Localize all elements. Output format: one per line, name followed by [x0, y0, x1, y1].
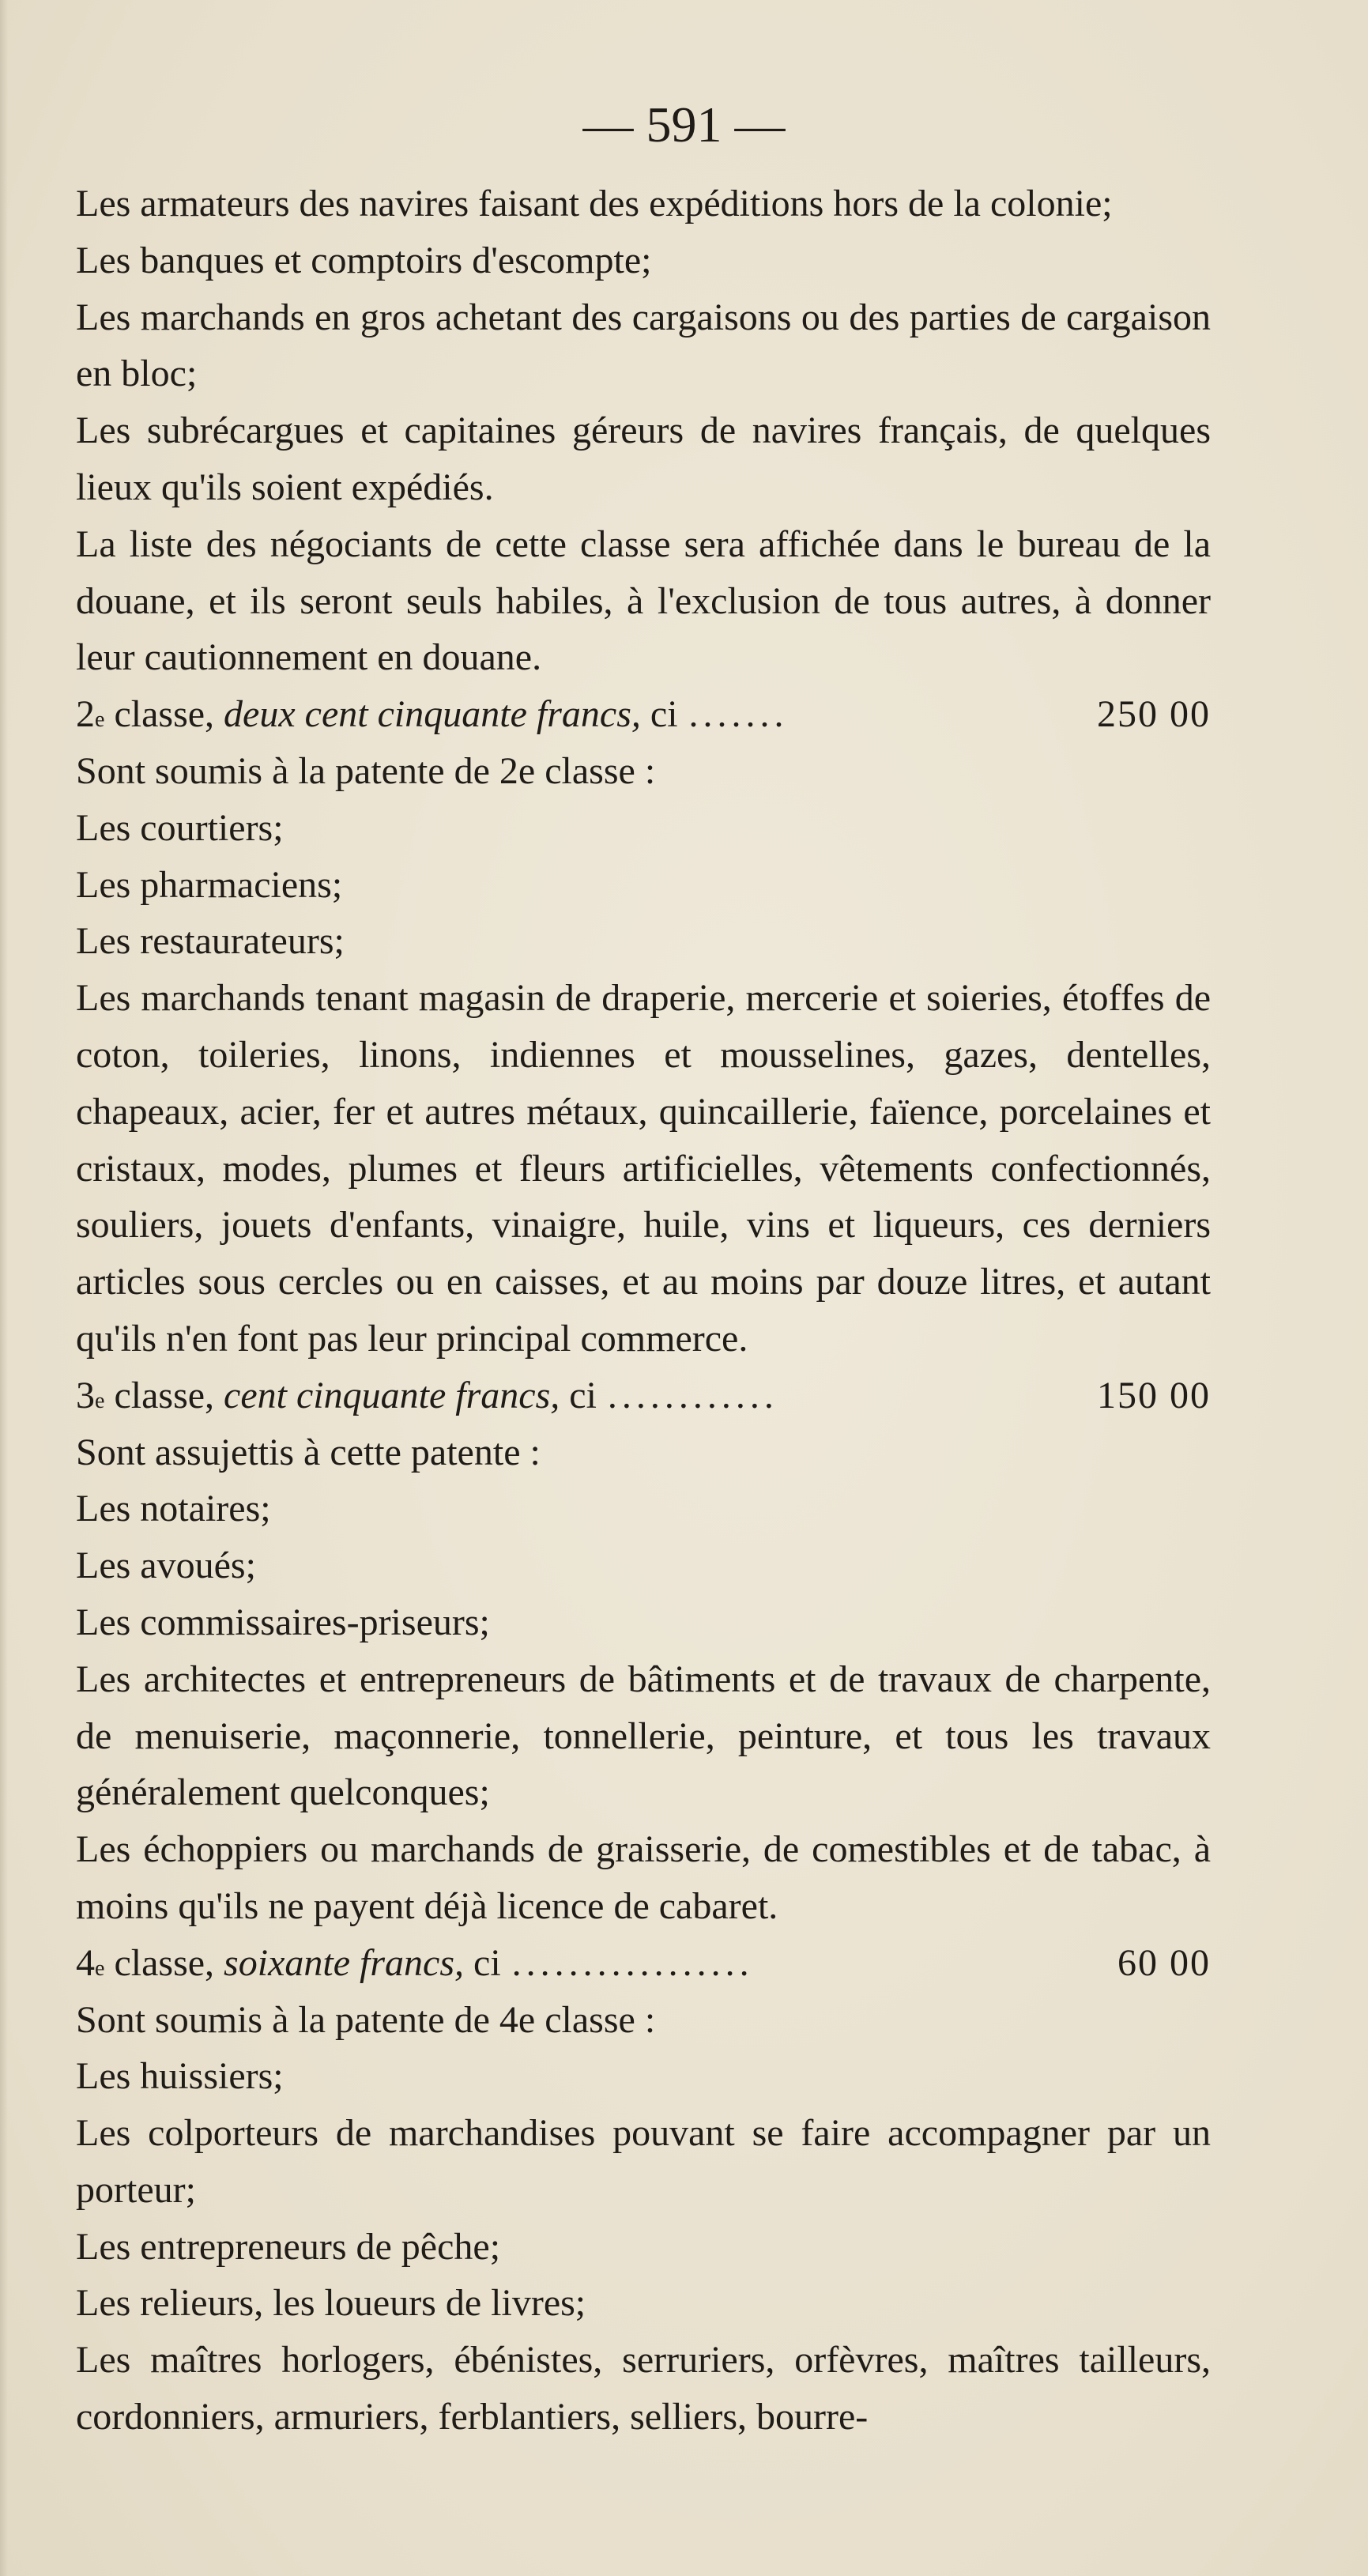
- ci-label: ci: [569, 1374, 597, 1416]
- paragraph: Les marchands en gros achetant des cargaisons ou des parties de cargaison en bloc;: [76, 296, 1211, 395]
- amount: 150 00: [1097, 1374, 1211, 1416]
- paragraph: Les courtiers;: [76, 806, 284, 849]
- leader-dots: ............: [607, 1374, 778, 1416]
- tariff-line-class-4: 4 e classe, soixante francs, ci ................. 60 00: [76, 1935, 1211, 1992]
- page-text: [76, 175, 1211, 2446]
- class-word: classe,: [114, 693, 215, 736]
- paragraph: Les maîtres horlogers, ébénistes, serruriers, orfèvres, maîtres tailleurs, cordonniers, armuriers, ferblantiers, selliers, bourre-: [76, 2339, 1211, 2438]
- paragraph: Les pharmaciens;: [76, 863, 343, 906]
- paragraph: Les avoués;: [76, 1544, 256, 1587]
- paragraph: La liste des négociants de cette classe sera affichée dans le bureau de la douane, et ils seront seuls habiles, à l'exclusion de tous autres, à donner leur cautionnement en douane.: [76, 522, 1211, 679]
- class-word: classe,: [114, 1374, 215, 1416]
- amount-in-words: soixante francs,: [224, 1941, 465, 1984]
- class-number: 3: [76, 1374, 95, 1416]
- paragraph: Les armateurs des navires faisant des expéditions hors de la colonie;: [76, 183, 1113, 224]
- paragraph: Les commissaires-priseurs;: [76, 1601, 490, 1643]
- paragraph: Sont soumis à la patente de 4e classe :: [76, 1998, 656, 2041]
- page-spine-shadow: [0, 0, 8, 2576]
- paragraph: Les banques et comptoirs d'escompte;: [76, 239, 652, 281]
- class-number: 2: [76, 693, 95, 736]
- paragraph: Les restaurateurs;: [76, 920, 345, 963]
- paragraph: Sont assujettis à cette patente :: [76, 1431, 541, 1473]
- paragraph: Les notaires;: [76, 1488, 271, 1530]
- class-number: 4: [76, 1941, 95, 1984]
- page-number: — 591 —: [582, 96, 786, 153]
- paragraph: Les entrepreneurs de pêche;: [76, 2225, 501, 2268]
- class-word: classe,: [114, 1941, 215, 1984]
- leader-dots: .................: [511, 1941, 754, 1984]
- ci-label: ci: [650, 693, 678, 736]
- paragraph: Les échoppiers ou marchands de graisserie, de comestibles et de tabac, à moins qu'ils ne payent déjà licence de cabaret.: [76, 1828, 1211, 1927]
- leader-dots: .......: [688, 693, 789, 736]
- amount-in-words: cent cinquante francs,: [224, 1374, 560, 1416]
- paragraph: Les marchands tenant magasin de draperie, mercerie et soieries, étoffes de coton, toileries, linons, indiennes et mousselines, gazes, dentelles, chapeaux, acier, fer et autres métaux, quincaillerie, faïence, porcelaines et cristaux, modes, plumes et fleurs artificielles, vêtements confectionnés, souliers, jouets d'enfants, vinaigre, huile, vins et liqueurs, ces derniers articles sous cercles ou en caisses, et au moins par douze litres, et autant qu'ils n'en font pas leur principal commerce.: [76, 977, 1211, 1360]
- ci-label: ci: [473, 1941, 501, 1984]
- tariff-line-class-2: 2 e classe, deux cent cinquante francs, ci ....... 250 00: [76, 686, 1211, 743]
- paragraph: Les relieurs, les loueurs de livres;: [76, 2282, 586, 2325]
- paragraph: Les architectes et entrepreneurs de bâtiments et de travaux de charpente, de menuiserie, maçonnerie, tonnellerie, peinture, et tous les travaux généralement quelconques;: [76, 1658, 1211, 1814]
- tariff-line-class-3: 3 e classe, cent cinquante francs, ci ............ 150 00: [76, 1367, 1211, 1424]
- amount: 250 00: [1097, 693, 1211, 736]
- amount-in-words: deux cent cinquante francs,: [224, 693, 641, 736]
- amount: 60 00: [1117, 1941, 1211, 1984]
- paragraph: Sont soumis à la patente de 2e classe :: [76, 749, 656, 792]
- paragraph: Les subrécargues et capitaines géreurs de navires français, de quelques lieux qu'ils soient expédiés.: [76, 409, 1211, 508]
- paragraph: Les huissiers;: [76, 2055, 284, 2098]
- paragraph: Les colporteurs de marchandises pouvant se faire accompagner par un porteur;: [76, 2112, 1211, 2211]
